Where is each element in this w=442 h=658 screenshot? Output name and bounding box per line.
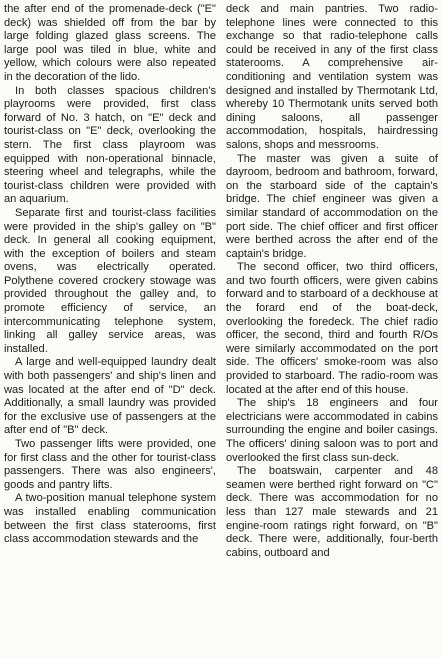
paragraph: The ship's 18 engineers and four electricians were accommodated in cabins surrounding the engine and boiler casings. The officers' dining saloon was to port and overlooked the first class sun-deck.	[226, 397, 438, 464]
paragraph: the after end of the promenade-deck ("E" deck) was shielded off from the bar by large folding glazed glass screens. The large pool was tiled in blue, white and yellow, which colours were also repeated in the decoration of the lido.	[4, 3, 216, 83]
paragraph: Separate first and tourist-class facilities were provided in the ship's galley on "B" deck. In general all cooking equipment, with the exception of boilers and steam ovens, was electrically operated. Polythene covered crockery stowage was provided throughout the galley and, to promote efficiency of service, an intercommunicating telephone system, linking all galley service areas, was installed.	[4, 206, 216, 355]
paragraph: deck and main pantries. Two radio-telephone lines were connected to this exchange so that radio-telephone calls could be received in any of the first class staterooms. A comprehensive air-conditioning and ventilation system was designed and installed by Thermotank Ltd, whereby 10 Thermotank units served both dining saloons, all passenger accommodation, hospitals, hairdressing salons, shops and messrooms.	[226, 3, 438, 151]
paragraph: Two passenger lifts were provided, one for first class and the other for tourist-class passengers. There was also engineers', goods and pantry lifts.	[4, 438, 216, 491]
left-column	[4, 3, 216, 658]
paragraph: A two-position manual telephone system was installed enabling communication between the first class staterooms, first class accommodation stewards and the	[4, 492, 216, 546]
paragraph: The boatswain, carpenter and 48 seamen were berthed right forward on "C" deck. There was accommodation for no less than 127 male stewards and 21 engine-room ratings right forward, on "B" deck. There were, additionally, four-berth cabins, outboard and	[226, 465, 438, 559]
paragraph: In both classes spacious children's playrooms were provided, first class forward of No. 3 hatch, on "E" deck and tourist-class on "E" deck, overlooking the stern. The first class playroom was equipped with non-operational binnacle, steering wheel and telegraphs, while the tourist-class children were provided with an aquarium.	[4, 84, 216, 206]
paragraph: A large and well-equipped laundry dealt with both passengers' and ship's linen and was located at the after end of "D" deck. Additionally, a small laundry was provided for the exclusive use of passengers at the after end of "B" deck.	[4, 356, 216, 437]
paragraph: The second officer, two third officers, and two fourth officers, were given cabins forward and to starboard of a deckhouse at the forard end of the boat-deck, overlooking the foredeck. The chief radio officer, the second, third and fourth R/Os were similarly accommodated on the port side. The officers' smoke-room was also provided to starboard. The radio-room was located at the after end of this house.	[226, 261, 438, 396]
paragraph: The master was given a suite of dayroom, bedroom and bathroom, forward, on the starboard side of the captain's bridge. The chief engineer was given a similar standard of accommodation on the port side. The chief officer and first officer were berthed across the after end of the captain's bridge.	[226, 152, 438, 260]
right-column	[226, 3, 438, 658]
